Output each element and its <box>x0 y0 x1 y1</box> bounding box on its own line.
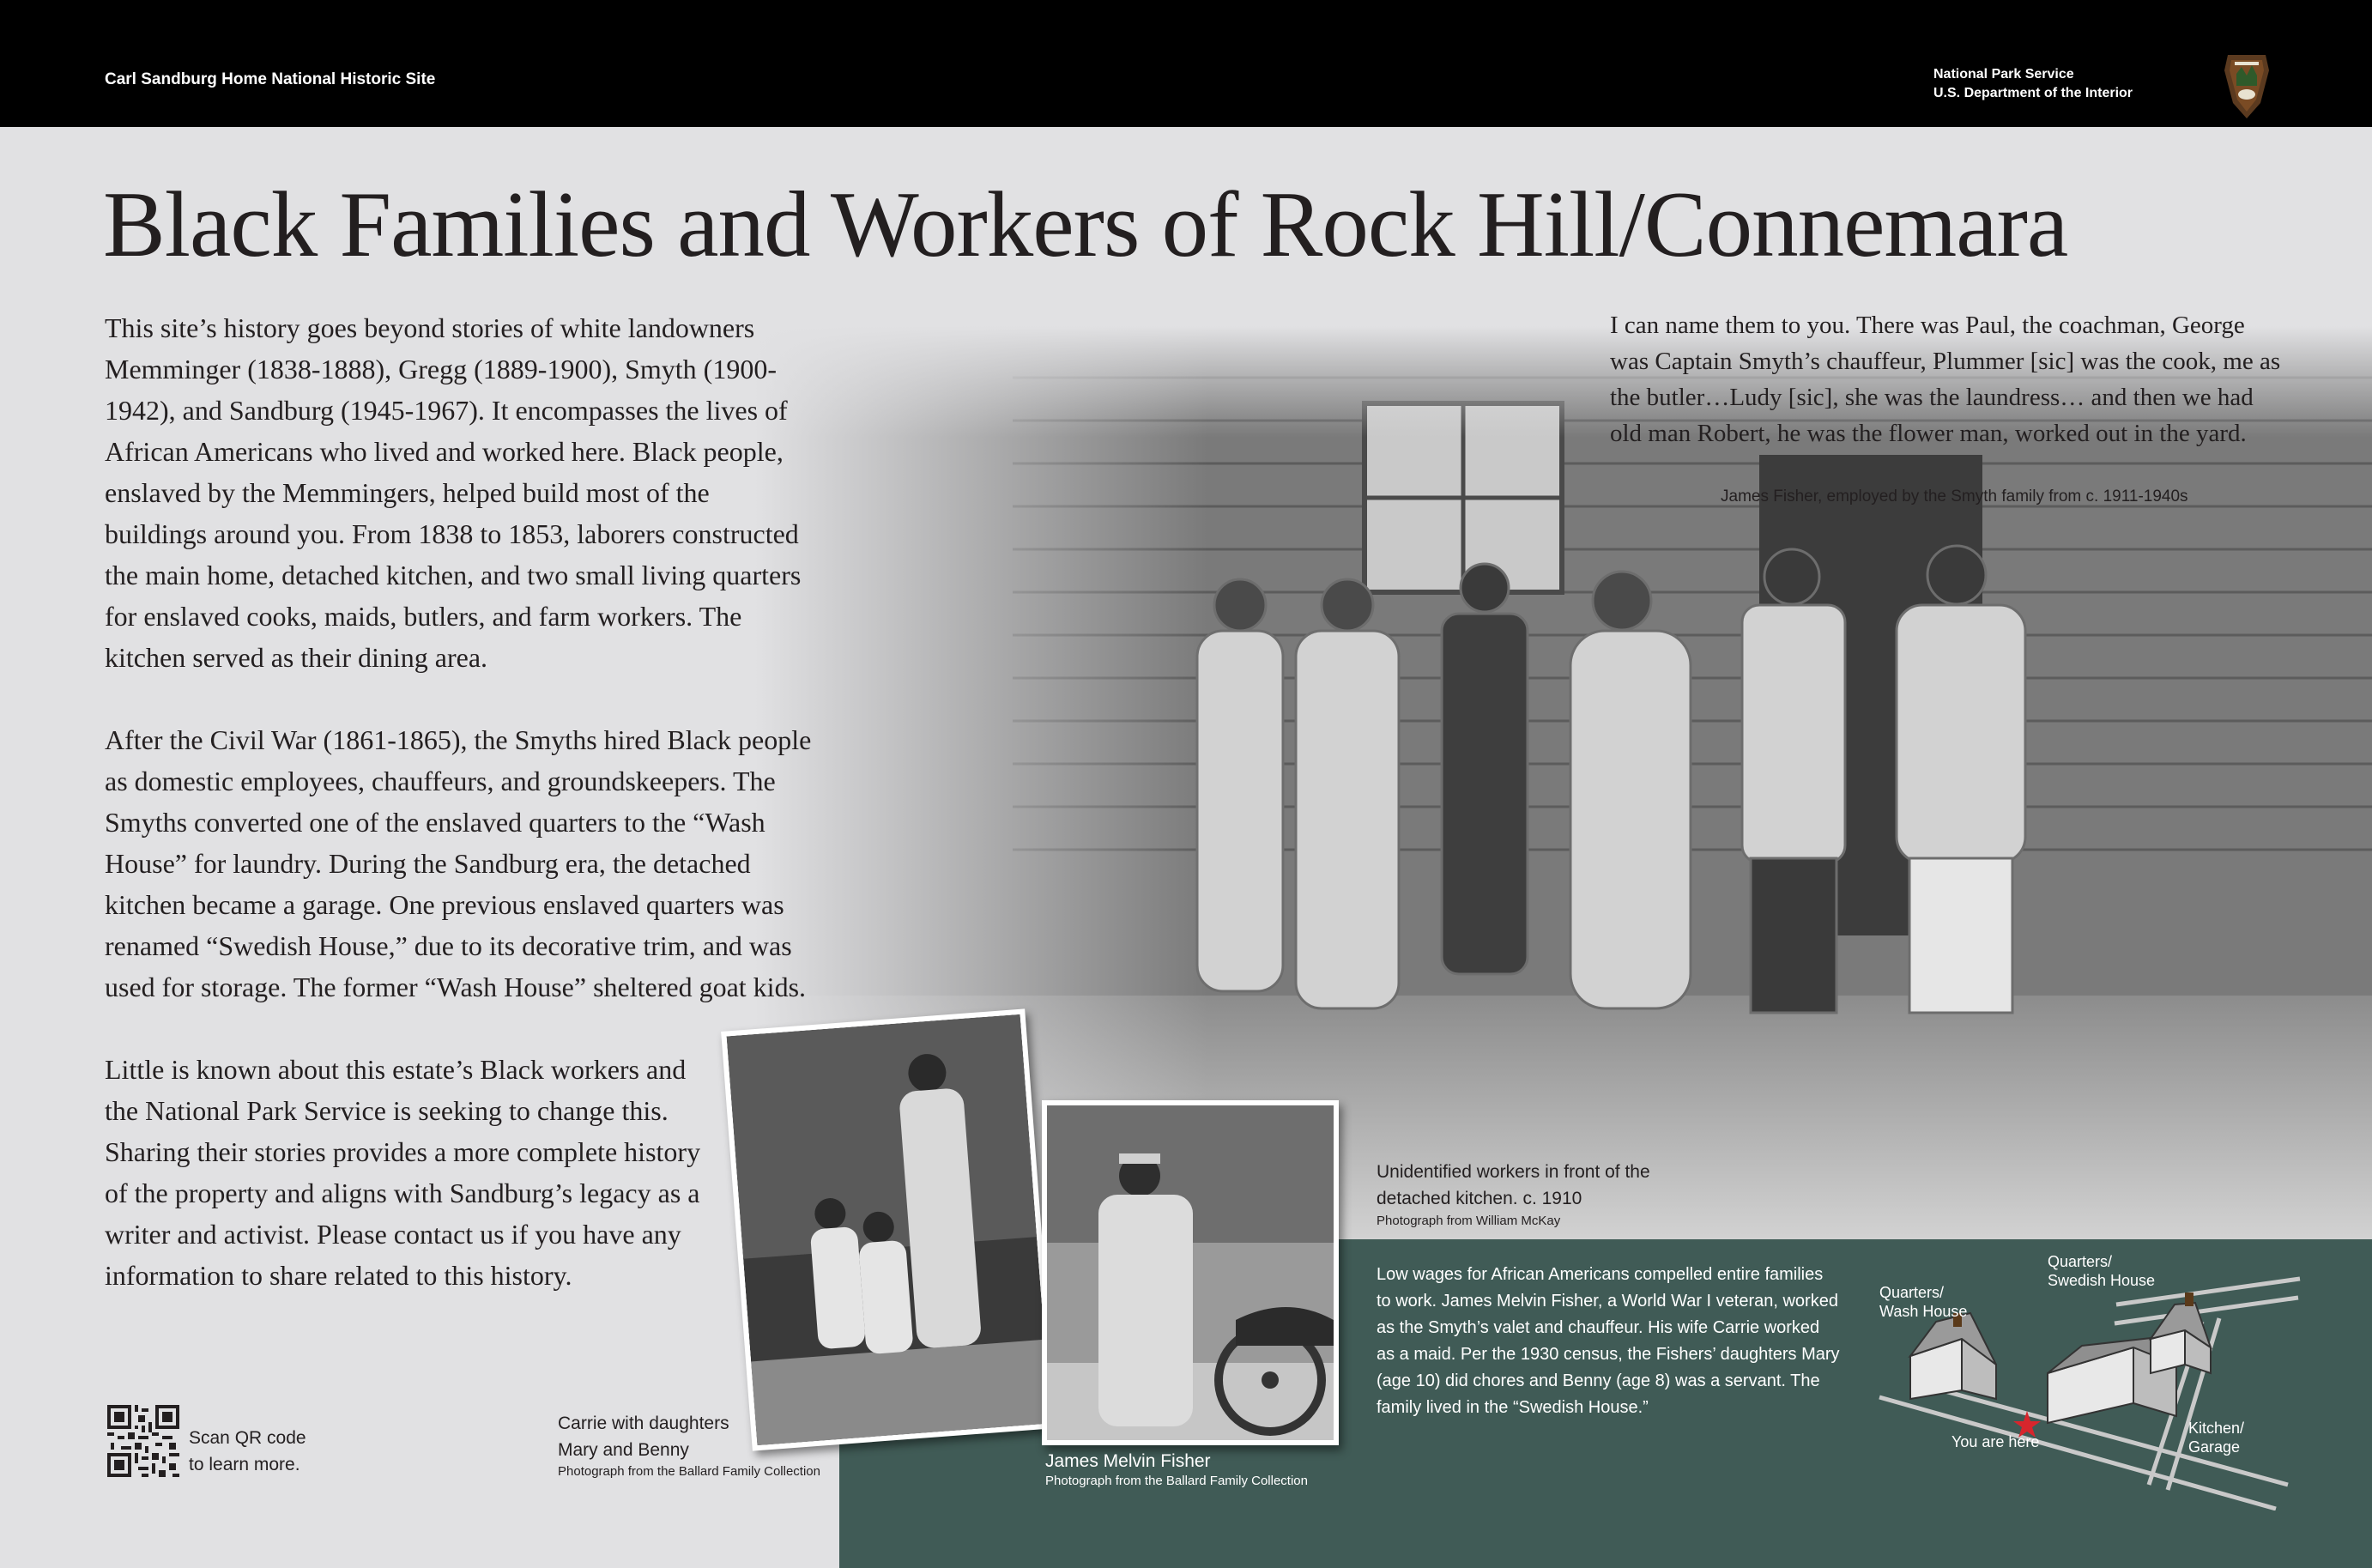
you-are-here-label: You are here <box>1951 1433 2040 1450</box>
qr-line-2: to learn more. <box>189 1455 300 1474</box>
qr-line-1: Scan QR code <box>189 1428 306 1448</box>
workers-caption-line-1: Unidentified workers in front of the <box>1377 1162 1650 1182</box>
kitchen-label-2: Garage <box>2188 1438 2241 1456</box>
james-credit: Photograph from the Ballard Family Collection <box>1045 1474 1308 1488</box>
agency-line-2: U.S. Department of the Interior <box>1933 86 2133 100</box>
wash-house-label-1: Quarters/ <box>1879 1284 1945 1301</box>
qr-code-icon[interactable] <box>107 1405 179 1477</box>
carrie-photo <box>721 1008 1056 1450</box>
page-title: Black Families and Workers of Rock Hill/Connemara <box>103 173 2068 276</box>
carrie-caption-line-2: Mary and Benny <box>558 1440 689 1460</box>
agency-line-1: National Park Service <box>1933 67 2074 82</box>
swedish-house-building <box>2151 1293 2211 1373</box>
site-name: Carl Sandburg Home National Historic Site <box>105 70 436 88</box>
fisher-quote: I can name them to you. There was Paul, the coachman, George was Captain Smyth’s chauffeur, Plummer [sic] was the cook, me as the butler…Ludy [sic], she was the laundress… and then we had old man Robert, he was the flower man, worked out in the yard. <box>1610 312 2281 447</box>
quote-attribution: James Fisher, employed by the Smyth family from c. 1911-1940s <box>1721 487 2188 506</box>
body-paragraph-1: This site’s history goes beyond stories of white landowners Memminger (1838-1888), Gregg (1889-1900), Smyth (1900-1942), and Sandburg (1945-1967). It encompasses the lives of African Americans who lived and worked here. Black people, enslaved by the Memmingers, helped build most of the buildings around you. From 1838 to 1853, laborers constructed the main home, detached kitchen, and two small living quarters for enslaved cooks, maids, butlers, and farm workers. The kitchen served as their dining area. <box>105 312 802 673</box>
qr-instructions <box>189 1425 306 1478</box>
james-fisher-photo <box>1042 1100 1339 1445</box>
body-text <box>105 307 817 1337</box>
agency-name <box>1933 65 2133 103</box>
nps-arrowhead-icon <box>2221 51 2272 120</box>
carrie-caption <box>558 1410 820 1480</box>
carrie-caption-line-1: Carrie with daughters <box>558 1414 729 1433</box>
workers-caption <box>1377 1159 1650 1231</box>
carrie-credit: Photograph from the Ballard Family Collection <box>558 1464 820 1479</box>
wash-house-label-2: Wash House <box>1879 1303 1968 1320</box>
workers-caption-line-2: detached kitchen. c. 1910 <box>1377 1189 1582 1208</box>
kitchen-label-1: Kitchen/ <box>2188 1420 2245 1437</box>
body-paragraph-3: Little is known about this estate’s Black workers and the National Park Service is seeking to change this. Sharing their stories provides a more complete history of the property and aligns with Sandburg’s legacy as a writer and activist. Please contact us if you have any information to share related to this history. <box>105 1054 701 1291</box>
header-bar <box>0 0 2372 127</box>
james-caption <box>1045 1450 1308 1490</box>
workers-credit: Photograph from William McKay <box>1377 1214 1561 1228</box>
swedish-house-label-1: Quarters/ <box>2048 1253 2113 1270</box>
james-caption-name: James Melvin Fisher <box>1045 1451 1211 1471</box>
carrie-photo-image <box>727 1014 1051 1445</box>
swedish-house-label-2: Swedish House <box>2048 1272 2156 1289</box>
panel-text: Low wages for African Americans compelled entire families to work. James Melvin Fisher, a World War I veteran, worked as the Smyth’s valet and chauffeur. His wife Carrie worked as a maid. Per the 1930 census, the Fishers’ daughters Mary (age 10) did chores and Benny (age 8) was a servant. The family lived in the “Swedish House.” <box>1377 1265 1840 1417</box>
body-paragraph-2: After the Civil War (1861-1865), the Smyths hired Black people as domestic employees, chauffeurs, and groundskeepers. The Smyths converted one of the enslaved quarters to the “Wash House” for laundry. During the Sandburg era, the detached kitchen became a garage. One previous enslaved quarters was renamed “Swedish House,” due to its decorative trim, and was used for storage. The former “Wash House” sheltered goat kids. <box>105 724 812 1002</box>
wash-house-building <box>1910 1313 1996 1399</box>
james-fisher-photo-image <box>1047 1105 1334 1440</box>
site-map <box>1876 1253 2322 1510</box>
